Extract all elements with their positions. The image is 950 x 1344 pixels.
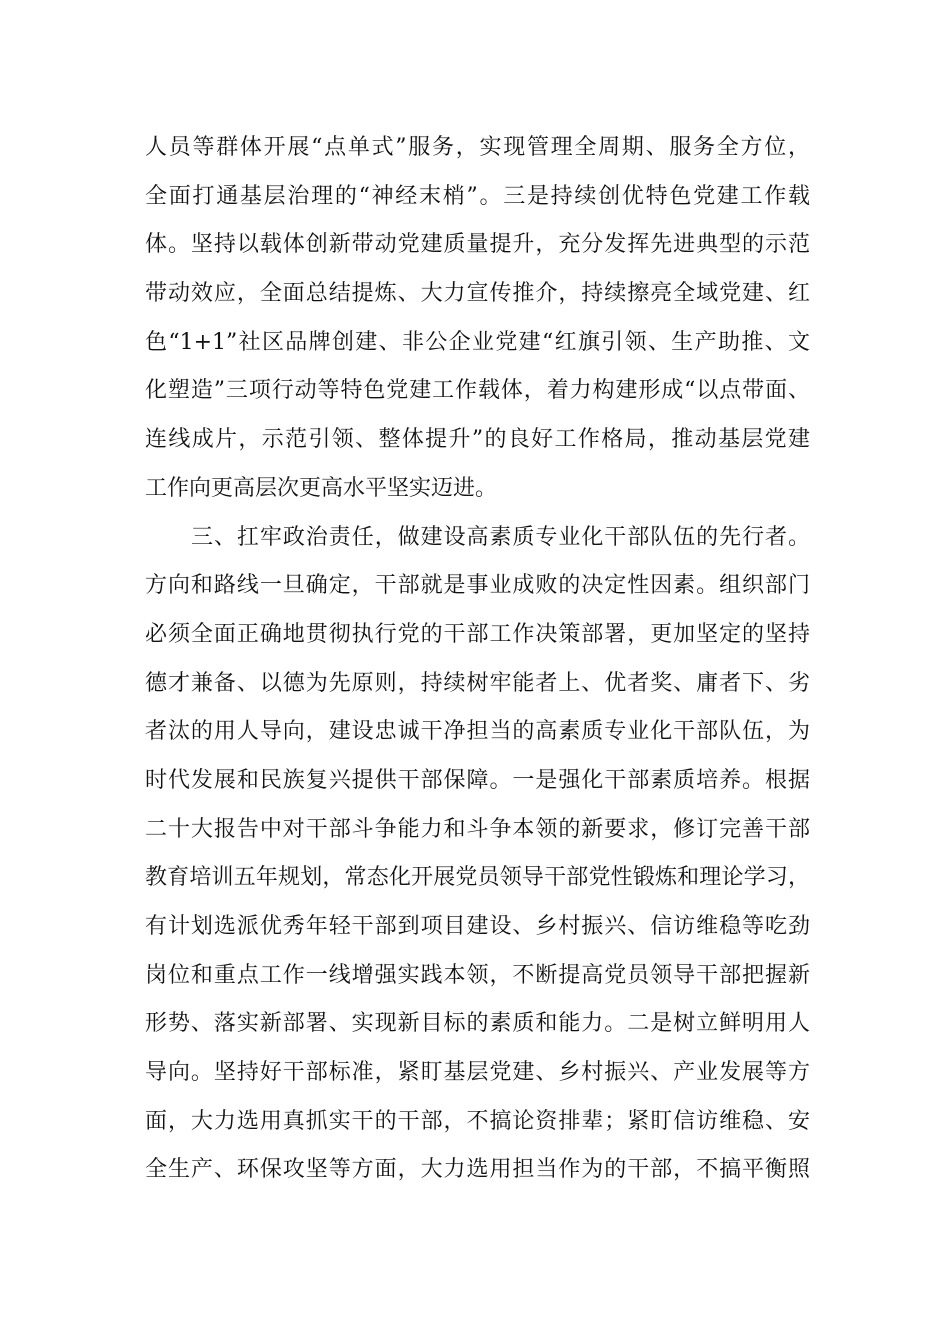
text-line: 岗位和重点工作一线增强实践本领，不断提高党员领导干部把握新: [145, 962, 810, 988]
text-line: 方向和路线一旦确定，干部就是事业成败的决定性因素。组织部门: [145, 573, 810, 599]
text-line: 面，大力选用真抓实干的干部，不搞论资排辈；紧盯信访维稳、安: [145, 1108, 810, 1134]
body-text: [145, 124, 810, 1195]
text-line: 有计划选派优秀年轻干部到项目建设、乡村振兴、信访维稳等吃劲: [145, 914, 810, 939]
text-line: 导向。坚持好干部标准，紧盯基层党建、乡村振兴、产业发展等方: [145, 1060, 810, 1086]
text-line: 色“1+1”社区品牌创建、非公企业党建“红旗引领、生产助推、文: [145, 329, 810, 355]
text-line: 德才兼备、以德为先原则，持续树牢能者上、优者奖、庸者下、劣: [145, 670, 810, 696]
text-line: 人员等群体开展“点单式”服务，实现管理全周期、服务全方位，: [145, 135, 810, 160]
text-line: 二十大报告中对干部斗争能力和斗争本领的新要求，修订完善干部: [145, 816, 810, 842]
text-line: 者汰的用人导向，建设忠诚干净担当的高素质专业化干部队伍，为: [145, 719, 810, 745]
text-line: 工作向更高层次更高水平坚实迈进。: [145, 475, 498, 501]
section-heading-line: 三、扛牢政治责任，做建设高素质专业化干部队伍的先行者。: [191, 524, 810, 550]
text-line: 化塑造”三项行动等特色党建工作载体，着力构建形成“以点带面、: [145, 378, 810, 404]
text-line: 时代发展和民族复兴提供干部保障。一是强化干部素质培养。根据: [145, 767, 810, 793]
text-line: 全生产、环保攻坚等方面，大力选用担当作为的干部，不搞平衡照: [145, 1157, 810, 1183]
text-line: 形势、落实新部署、实现新目标的素质和能力。二是树立鲜明用人: [145, 1011, 810, 1037]
text-line: 教育培训五年规划，常态化开展党员领导干部党性锻炼和理论学习，: [145, 865, 810, 891]
text-line: 全面打通基层治理的“神经末梢”。三是持续创优特色党建工作载: [145, 183, 810, 209]
text-line: 带动效应，全面总结提炼、大力宣传推介，持续擦亮全域党建、红: [145, 281, 810, 307]
text-line: 必须全面正确地贯彻执行党的干部工作决策部署，更加坚定的坚持: [145, 621, 810, 647]
text-line: 体。坚持以载体创新带动党建质量提升，充分发挥先进典型的示范: [145, 232, 810, 258]
text-line: 连线成片，示范引领、整体提升”的良好工作格局，推动基层党建: [145, 427, 810, 453]
